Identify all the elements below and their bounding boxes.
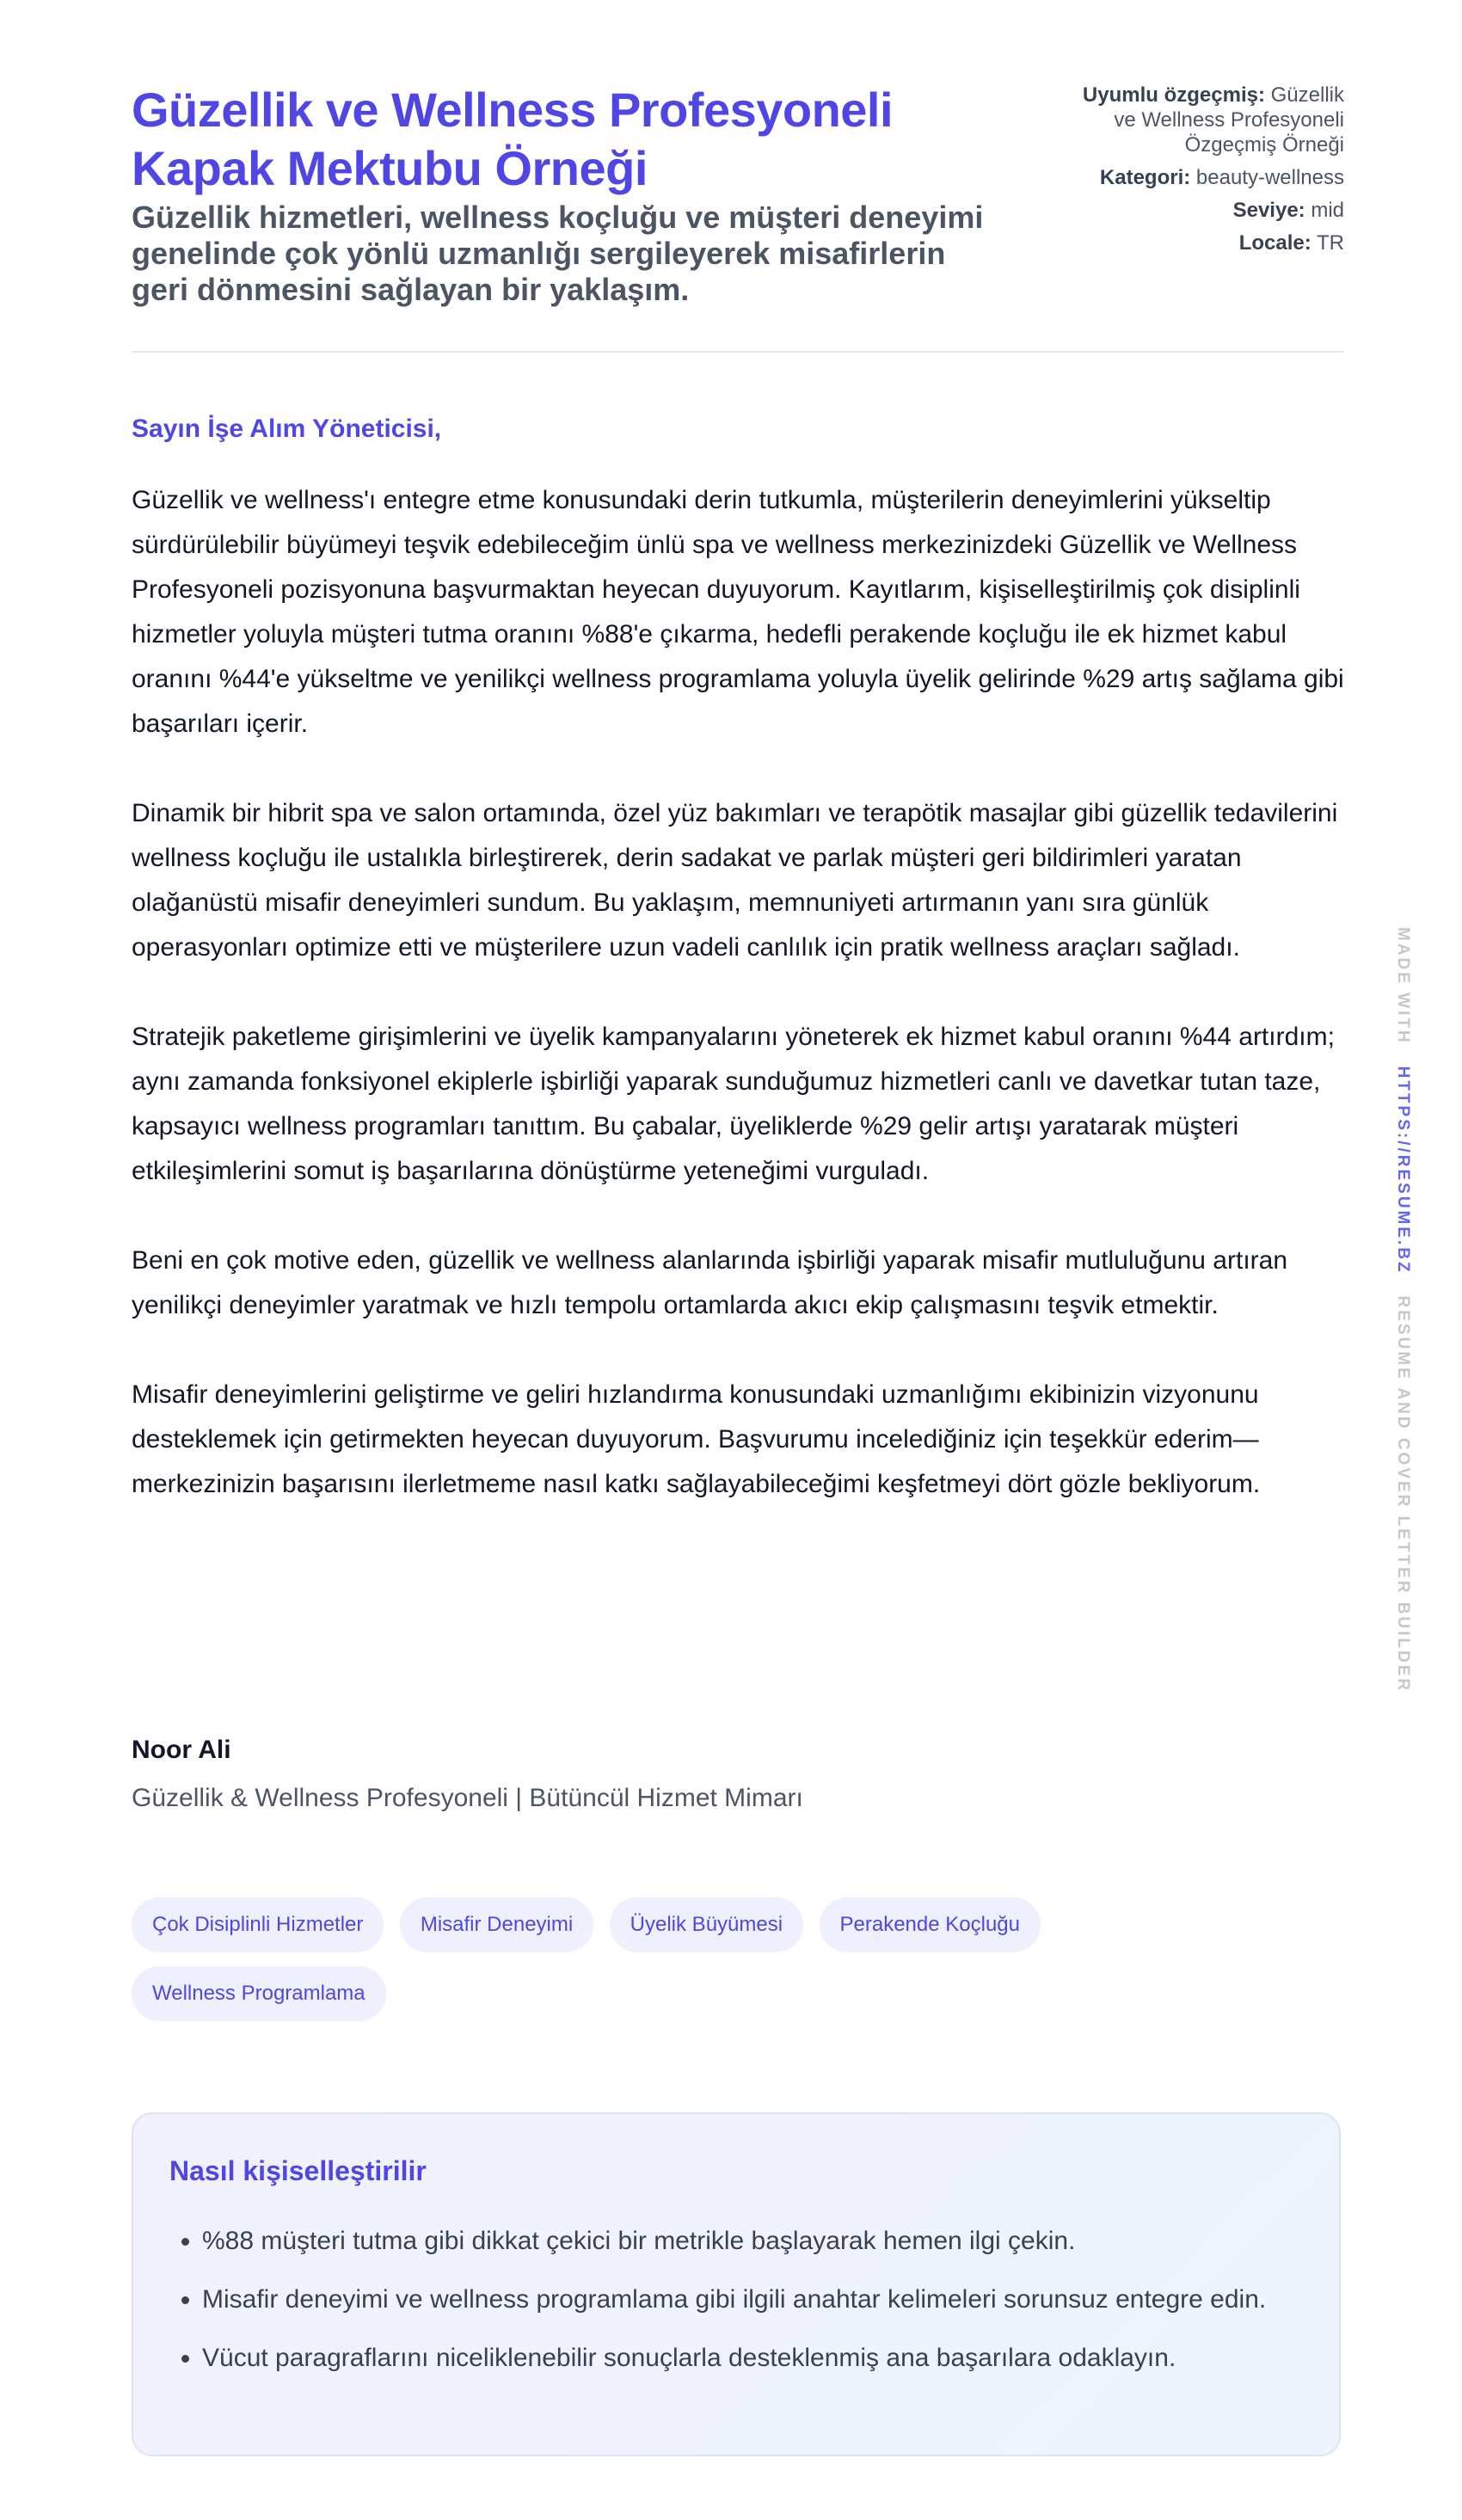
- meta-resume-label: Uyumlu özgeçmiş:: [1082, 83, 1265, 107]
- side-credit-text: [1393, 927, 1412, 1693]
- letter-paragraph: Stratejik paketleme girişimlerini ve üyelik kampanyalarını yöneterek ek hizmet kabul oranını %44 artırdım; aynı zamanda fonksiyonel ekiplerle işbirliği yaparak sunduğumuz hizmetleri canlı ve davetkar tutan taze, kapsayıcı wellness programları tanıttım. Bu çabalar, üyeliklerde %29 gelir artışı yaratarak müşteri etkileşimlerini somut iş başarılarına dönüştürme yeteneğimi vurguladı.: [132, 1023, 1335, 1185]
- signature: [132, 1736, 803, 1813]
- meta-locale: [1060, 230, 1344, 255]
- meta-level-label: Seviye:: [1232, 199, 1305, 222]
- meta-level: [1060, 198, 1344, 223]
- header: [132, 81, 1344, 339]
- side-credit-prefix: MADE WITH: [1394, 927, 1412, 1045]
- keyword-tags: [132, 1897, 1250, 2035]
- salutation: Sayın İşe Alım Yöneticisi,: [132, 415, 442, 443]
- tag-chip: Misafir Deneyimi: [400, 1897, 593, 1952]
- meta-category-label: Kategori:: [1099, 166, 1191, 189]
- page-title: Güzellik ve Wellness Profesyoneli Kapak Mektubu Örneği: [132, 83, 894, 195]
- letter-paragraph: Dinamik bir hibrit spa ve salon ortamında, özel yüz bakımları ve terapötik masajlar gibi güzellik tedavilerini wellness koçluğu ile ustalıkla birleştirerek, derin sadakat ve parlak müşteri geri bildirimleri yaratan olağanüstü misafir deneyimleri sundum. Bu yaklaşım, memnuniyeti artırmanın yanı sıra günlük operasyonları optimize etti ve müşterilere uzun vadeli canlılık için pratik wellness araçları sağladı.: [132, 799, 1338, 962]
- letter-paragraph: Misafir deneyimlerini geliştirme ve geliri hızlandırma konusundaki uzmanlığımı ekibinizin vizyonunu desteklemek için getirmekten heyecan duyuyorum. Başvurumu incelediğiniz için teşekkür ederim—merkezinizin başarısını ilerletmeme nasıl katkı sağlayabileceğimi keşfetmeyi dört gözle bekliyorum.: [132, 1380, 1261, 1498]
- tips-list: [169, 2219, 1337, 2394]
- personalization-tips-card: [132, 2112, 1341, 2456]
- letter-paragraph: Güzellik ve wellness'ı entegre etme konusundaki derin tutkumla, müşterilerin deneyimlerini yükseltip sürdürülebilir büyümeyi teşvik edebileceğim ünlü spa ve wellness merkezinizdeki Güzellik ve Wellness Profesyoneli pozisyonuna başvurmaktan heyecan duyuyorum. Kayıtlarım, kişiselleştirilmiş çok disiplinli hizmetler yoluyla müşteri tutma oranını %88'e çıkarma, hedefli perakende koçluğu ile ek hizmet kabul oranını %44'e yükseltme ve yenilikçi wellness programlama yoluyla üyelik gelirinde %29 artış sağlama gibi başarıları içerir.: [132, 486, 1344, 738]
- letter-body: [132, 478, 1353, 1552]
- tip-item: • %88 müşteri tutma gibi dikkat çekici bir metrikle başlayarak hemen ilgi çekin.: [202, 2219, 1337, 2264]
- signature-title: Güzellik & Wellness Profesyoneli | Bütüncül Hizmet Mimarı: [132, 1784, 803, 1812]
- side-credit-suffix: RESUME AND COVER LETTER BUILDER: [1394, 1295, 1412, 1693]
- page-subtitle: Güzellik hizmetleri, wellness koçluğu ve müşteri deneyimi genelinde çok yönlü uzmanlığı sergileyerek misafirlerin geri dönmesini sağlayan bir yaklaşım.: [132, 200, 984, 307]
- meta-category-value: beauty-wellness: [1195, 166, 1344, 189]
- tip-item: • Misafir deneyimi ve wellness programlama gibi ilgili anahtar kelimeleri sorunsuz entegre edin.: [202, 2277, 1337, 2322]
- header-divider: [132, 351, 1344, 353]
- tag-chip: Üyelik Büyümesi: [610, 1897, 803, 1952]
- signature-name: Noor Ali: [132, 1736, 231, 1764]
- side-credit-link[interactable]: HTTPS://RESUME.BZ: [1394, 1066, 1412, 1275]
- tips-title: Nasıl kişiselleştirilir: [169, 2155, 427, 2186]
- tip-item: • Vücut paragraflarını niceliklenebilir sonuçlarla desteklenmiş ana başarılara odaklayın.: [202, 2336, 1337, 2381]
- meta-resume-value[interactable]: Güzellik ve Wellness Profesyoneli Özgeçmiş Örneği: [1114, 83, 1344, 157]
- meta-category: [1060, 165, 1344, 190]
- meta-panel: [1060, 83, 1344, 263]
- meta-level-value: mid: [1311, 199, 1344, 222]
- tag-chip: Wellness Programlama: [132, 1966, 386, 2021]
- letter-paragraph: Beni en çok motive eden, güzellik ve wellness alanlarında işbirliği yaparak misafir mutluluğunu artıran yenilikçi deneyimler yaratmak ve hızlı tempolu ortamlarda akıcı ekip çalışmasını teşvik etmektir.: [132, 1246, 1288, 1319]
- tag-chip: Çok Disiplinli Hizmetler: [132, 1897, 384, 1952]
- tag-chip: Perakende Koçluğu: [820, 1897, 1041, 1952]
- meta-resume: [1060, 83, 1344, 157]
- meta-locale-label: Locale:: [1238, 231, 1312, 255]
- meta-locale-value: TR: [1317, 231, 1344, 255]
